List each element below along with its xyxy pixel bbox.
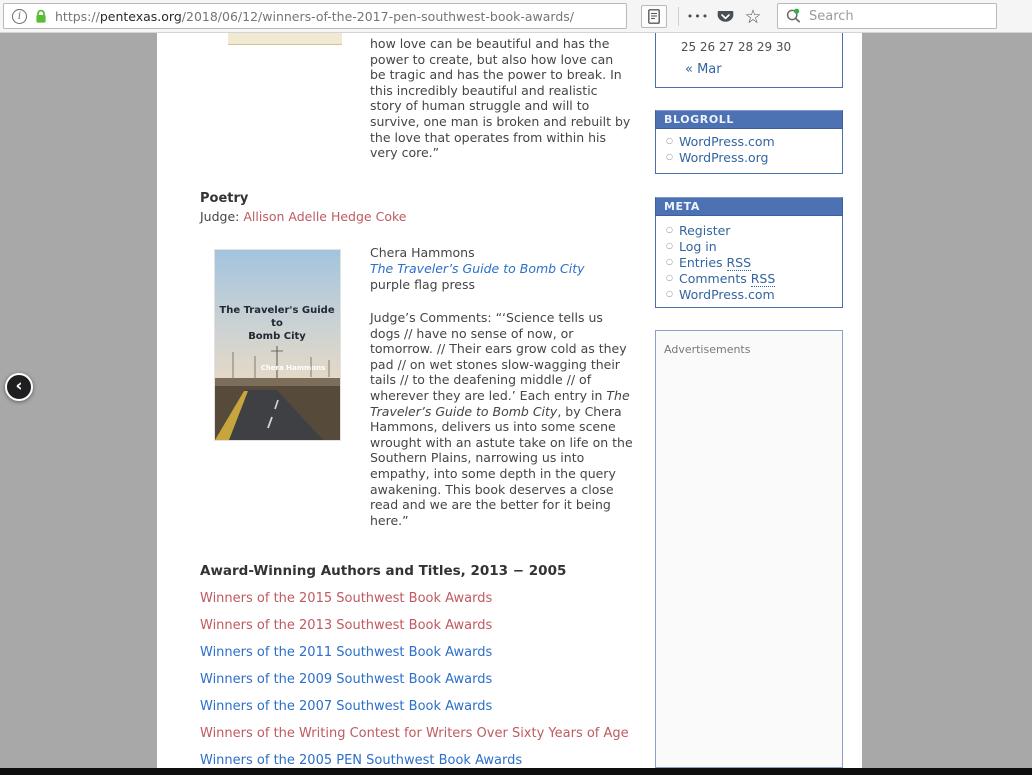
meta-link-log-in[interactable]: Log in bbox=[678, 238, 717, 254]
list-item bbox=[656, 149, 842, 165]
poetry-winner-info bbox=[370, 245, 585, 293]
rss-abbr: RSS bbox=[726, 254, 752, 270]
link-winners-2009[interactable]: Winners of the 2009 Southwest Book Awards bbox=[200, 672, 493, 687]
calendar-day: 27 bbox=[718, 40, 735, 54]
link-winners-2007[interactable]: Winners of the 2007 Southwest Book Awards bbox=[200, 699, 493, 714]
advertisements-label: Advertisements bbox=[664, 343, 751, 356]
list-item bbox=[656, 238, 842, 254]
bullet-icon: ○ bbox=[666, 273, 673, 282]
calendar-widget bbox=[655, 33, 843, 88]
svg-text:Bomb City: Bomb City bbox=[248, 331, 306, 342]
winner-publisher: purple flag press bbox=[370, 277, 476, 292]
browser-toolbar bbox=[0, 0, 1032, 33]
fiction-judge-comments-continuation: how love can be beautiful and has the power to create, but also how love can be tragic and has the power to break. In this incredibly beautiful and realistic story of human struggle and will to survive, one man is broken and rebuilt by the love that operates from within his very core.” bbox=[370, 36, 631, 161]
link-winners-2005[interactable]: Winners of the 2005 PEN Southwest Book Awards bbox=[200, 753, 523, 768]
bookmark-star-icon[interactable]: ☆ bbox=[744, 5, 762, 28]
meta-link-register[interactable]: Register bbox=[678, 222, 731, 238]
judge-label: Judge: bbox=[200, 209, 240, 224]
svg-text:to: to bbox=[271, 318, 283, 329]
list-item bbox=[656, 270, 842, 286]
url-domain: pentexas.org bbox=[99, 8, 182, 24]
search-input[interactable] bbox=[809, 9, 959, 24]
bullet-icon: ○ bbox=[666, 225, 673, 234]
previous-post-arrow-button[interactable] bbox=[5, 373, 33, 401]
bullet-icon: ○ bbox=[666, 289, 673, 298]
link-winners-over-sixty[interactable]: Winners of the Writing Contest for Writers Over Sixty Years of Age bbox=[200, 726, 629, 741]
comments-book-title: The Traveler’s Guide to Bomb City bbox=[370, 387, 630, 419]
book-cover-image[interactable] bbox=[215, 250, 340, 440]
bullet-icon: ○ bbox=[666, 257, 673, 266]
blogroll-link-wordpress-org[interactable]: WordPress.org bbox=[678, 149, 769, 165]
site-info-icon[interactable]: i bbox=[12, 9, 27, 24]
blogroll-list bbox=[655, 129, 843, 174]
bullet-icon: ○ bbox=[666, 152, 673, 161]
svg-text:Chera Hammons: Chera Hammons bbox=[260, 364, 326, 372]
advertisements-widget bbox=[655, 330, 843, 768]
link-winners-2015[interactable]: Winners of the 2015 Southwest Book Awards bbox=[200, 591, 493, 606]
reader-mode-button[interactable] bbox=[641, 5, 667, 28]
poetry-judge-comments: Judge’s Comments: “‘Science tells us dogs // have no sense of now, or tomorrow. // Their ears grow cold as they pad // on wet stones slow-wagging their tails // to the deafening middle // of wherever they are led.’ Each entry in The Traveler’s Guide to Bomb City, by Chera Hammons, delivers us into some scene wrought with an astute take on life on the Southern Plains, narrowing us into empathy, into some depth in the query awakening. This book deserves a close read and we are the better for it being here.” bbox=[370, 310, 633, 528]
calendar-last-week-row bbox=[679, 40, 793, 54]
meta-link-comments-rss[interactable]: Comments RSS bbox=[678, 270, 776, 286]
poetry-judge-link[interactable]: Allison Adelle Hedge Coke bbox=[243, 209, 407, 224]
previous-book-cover-partial bbox=[228, 33, 342, 45]
list-item bbox=[656, 222, 842, 238]
bullet-icon: ○ bbox=[666, 241, 673, 250]
poetry-section-heading: Poetry bbox=[200, 191, 249, 206]
list-item bbox=[656, 254, 842, 270]
calendar-day: 30 bbox=[775, 40, 792, 54]
url-text bbox=[55, 9, 574, 24]
meta-link-wordpress-com[interactable]: WordPress.com bbox=[678, 286, 775, 302]
blogroll-heading: BLOGROLL bbox=[655, 110, 843, 129]
winner-author: Chera Hammons bbox=[370, 245, 475, 260]
search-icon[interactable] bbox=[785, 8, 803, 24]
toolbar-separator bbox=[678, 7, 679, 26]
pocket-icon[interactable] bbox=[714, 7, 736, 27]
meta-heading: META bbox=[655, 197, 843, 216]
list-item bbox=[656, 133, 842, 149]
bullet-icon: ○ bbox=[666, 136, 673, 145]
link-winners-2011[interactable]: Winners of the 2011 Southwest Book Awards bbox=[200, 645, 493, 660]
svg-text:The Traveler's Guide: The Traveler's Guide bbox=[219, 305, 335, 316]
calendar-prev-month-link[interactable]: « Mar bbox=[685, 62, 722, 77]
blogroll-link-wordpress-com[interactable]: WordPress.com bbox=[678, 133, 775, 149]
book-cover-art bbox=[215, 250, 340, 440]
url-scheme: https:// bbox=[55, 8, 100, 24]
url-bar[interactable] bbox=[3, 3, 627, 29]
calendar-day: 28 bbox=[737, 40, 754, 54]
reader-mode-icon bbox=[648, 9, 660, 24]
chevron-left-icon: ‹ bbox=[15, 375, 23, 396]
poetry-judge-line bbox=[200, 209, 406, 224]
link-winners-2013[interactable]: Winners of the 2013 Southwest Book Awards bbox=[200, 618, 493, 633]
url-path: /2018/06/12/winners-of-the-2017-pen-southwest-book-awards/ bbox=[181, 8, 574, 24]
rss-abbr: RSS bbox=[750, 270, 776, 286]
calendar-day: 26 bbox=[699, 40, 716, 54]
search-bar[interactable] bbox=[777, 3, 997, 29]
page-actions-menu-icon[interactable]: ••• bbox=[686, 10, 710, 23]
meta-list bbox=[655, 216, 843, 308]
list-item bbox=[656, 286, 842, 302]
awards-list-heading: Award-Winning Authors and Titles, 2013 − 2005 bbox=[200, 563, 567, 579]
calendar-day: 29 bbox=[756, 40, 773, 54]
meta-link-entries-rss[interactable]: Entries RSS bbox=[678, 254, 752, 270]
bottom-black-bar bbox=[0, 768, 1032, 775]
winner-title-link[interactable]: The Traveler’s Guide to Bomb City bbox=[370, 261, 585, 276]
calendar-day: 25 bbox=[680, 40, 697, 54]
https-lock-icon[interactable] bbox=[34, 9, 48, 24]
